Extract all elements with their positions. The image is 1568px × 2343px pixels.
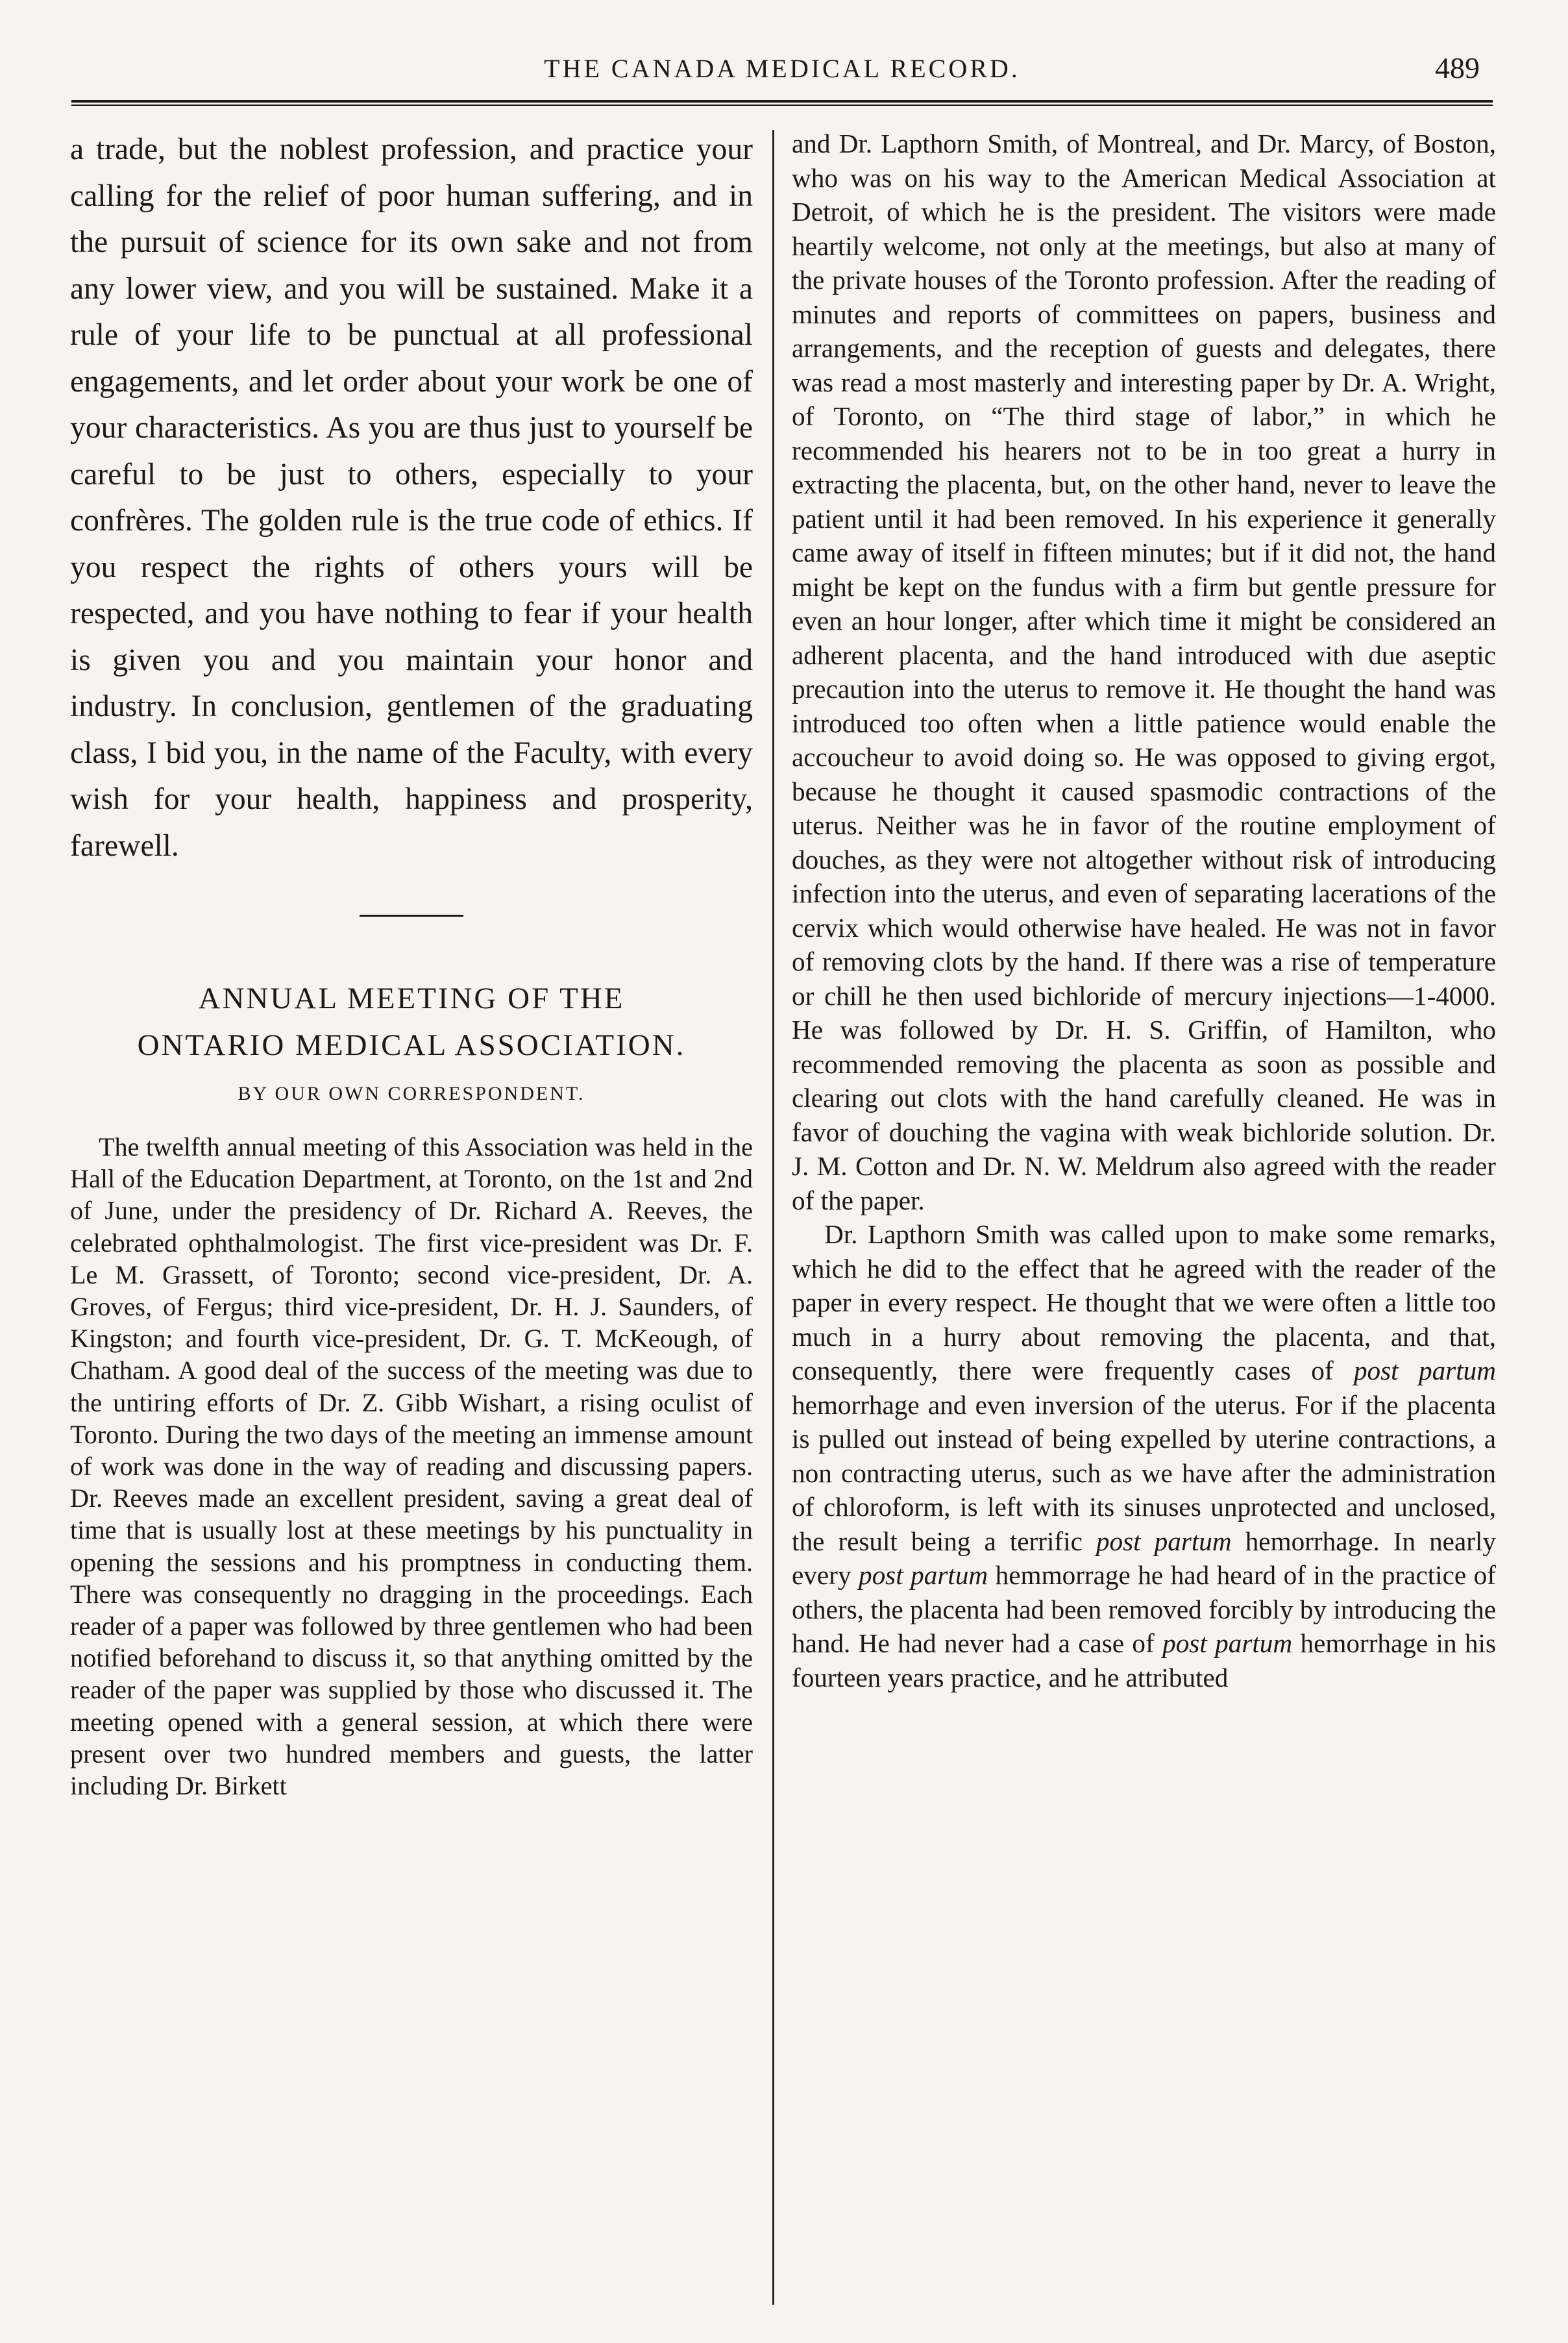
italic-term: post partum [858, 1560, 988, 1590]
page-header [71, 34, 1493, 86]
text-run: hemorrhage. In nearly every [792, 1526, 1496, 1590]
address-conclusion-paragraph: a trade, but the noblest profession, and practice your calling for the relief of poor human suffering, and in the pursuit of science for its own sake and not from any lower view, and you will be sustained. Make it a rule of your life to be punctual at all professional engagements, and let order about your work be one of your characteristics. As you are thus just to yourself be careful to be just to others, especially to your confrères. The golden rule is the true code of ethics. If you respect the rights of others yours will be respected, and you have nothing to fear if your health is given you and you maintain your honor and industry. In conclusion, gentlemen of the graduating class, I bid you, in the name of the Faculty, with every wish for your health, happiness and prosperity, farewell. [70, 132, 753, 863]
left-column [70, 127, 753, 2308]
article-byline: BY OUR OWN CORRESPONDENT. [238, 1083, 585, 1104]
text-run: hemorrhage and even inversion of the uterus. For if the placenta is pulled out instead of being expelled by uterine contractions, a non contracting uterus, such as we have after the administration of chloroform, is left with its sinuses unprotected and unclosed, the result being a terrific [792, 1389, 1496, 1556]
running-head: THE CANADA MEDICAL RECORD. [544, 54, 1020, 83]
page-number: 489 [1435, 51, 1480, 84]
text-run: hemmorrage he had heard of in the practice of others, the placenta had been removed forcibly by introducing the hand. He had never had a case of [792, 1560, 1496, 1658]
article-title-line-1: ANNUAL MEETING OF THE [198, 982, 625, 1015]
italic-term: post partum [1096, 1526, 1232, 1556]
text-run: Dr. Lapthorn Smith was called upon to make some remarks, which he did to the effect that he agreed with the reader of the paper in every respect. He thought that we were often a little too much in a hurry about removing the placenta, and that, consequently, there were frequently cases of [792, 1219, 1496, 1385]
italic-term: post partum [1353, 1356, 1496, 1385]
lapthorn-smith-remarks-paragraph [792, 1217, 1496, 1694]
right-column [792, 127, 1496, 2308]
article-title [70, 975, 753, 1069]
meeting-report-paragraph: The twelfth annual meeting of this Association was held in the Hall of the Education Department, at Toronto, on the 1st and 2nd of June, under the presidency of Dr. Richard A. Reeves, the celebrated ophthalmologist. The first vice-president was Dr. F. Le M. Grassett, of Toronto; second vice-president, Dr. A. Groves, of Fergus; third vice-president, Dr. H. J. Saunders, of Kingston; and fourth vice-president, Dr. G. T. McKeough, of Chatham. A good deal of the success of the meeting was due to the untiring efforts of Dr. Z. Gibb Wishart, a rising oculist of Toronto. During the two days of the meeting an immense amount of work was done in the way of reading and discussing papers. Dr. Reeves made an excellent president, saving a great deal of time that is usually lost at these meetings by his punctuality in opening the sessions and his promptness in conducting them. There was consequently no dragging in the proceedings. Each reader of a paper was followed by three gentlemen who had been notified beforehand to discuss it, so that anything omitted by the reader of the paper was supplied by those who discussed it. The meeting opened with a general session, at which there were present over two hundred members and guests, the latter including Dr. Birkett [70, 1132, 753, 1801]
article-title-line-2: ONTARIO MEDICAL ASSOCIATION. [137, 1028, 686, 1062]
header-rule [71, 100, 1493, 106]
section-divider [360, 915, 463, 917]
italic-term: post partum [1162, 1628, 1293, 1658]
meeting-report-continued-paragraph: and Dr. Lapthorn Smith, of Montreal, and Dr. Marcy, of Boston, who was on his way to the American Medical Association at Detroit, of which he is the president. The visitors were made heartily welcome, not only at the meetings, but also at many of the private houses of the Toronto profession. After the reading of minutes and reports of committees on papers, business and arrangements, and the reception of guests and delegates, there was read a most masterly and interesting paper by Dr. A. Wright, of Toronto, on “The third stage of labor,” in which he recommended his hearers not to be in too great a hurry in extracting the placenta, but, on the other hand, never to leave the patient until it had been removed. In his experience it generally came away of itself in fifteen minutes; but if it did not, the hand might be kept on the fundus with a firm but gentle pressure for even an hour longer, after which time it might be considered an adherent placenta, and the hand introduced with due aseptic precaution into the uterus to remove it. He thought the hand was introduced too often when a little patience would enable the accoucheur to avoid doing so. He was opposed to giving ergot, because he thought it caused spasmodic contractions of the uterus. Neither was he in favor of the routine employment of douches, as they were not altogether without risk of introducing infection into the uterus, and even of separating lacerations of the cervix which would otherwise have healed. He was not in favor of removing clots by the hand. If there was a rise of temperature or chill he then used bichloride of mercury injections—1-4000. He was followed by Dr. H. S. Griffin, of Hamilton, who recommended removing the placenta as soon as possible and clearing out clots with the hand carefully cleaned. He was in favor of douching the vagina with weak bichloride solution. Dr. J. M. Cotton and Dr. N. W. Meldrum also agreed with the reader of the paper. [792, 129, 1496, 1215]
text-run: hemorrhage in his fourteen years practice, and he attributed [792, 1628, 1496, 1692]
column-divider [772, 130, 774, 2305]
